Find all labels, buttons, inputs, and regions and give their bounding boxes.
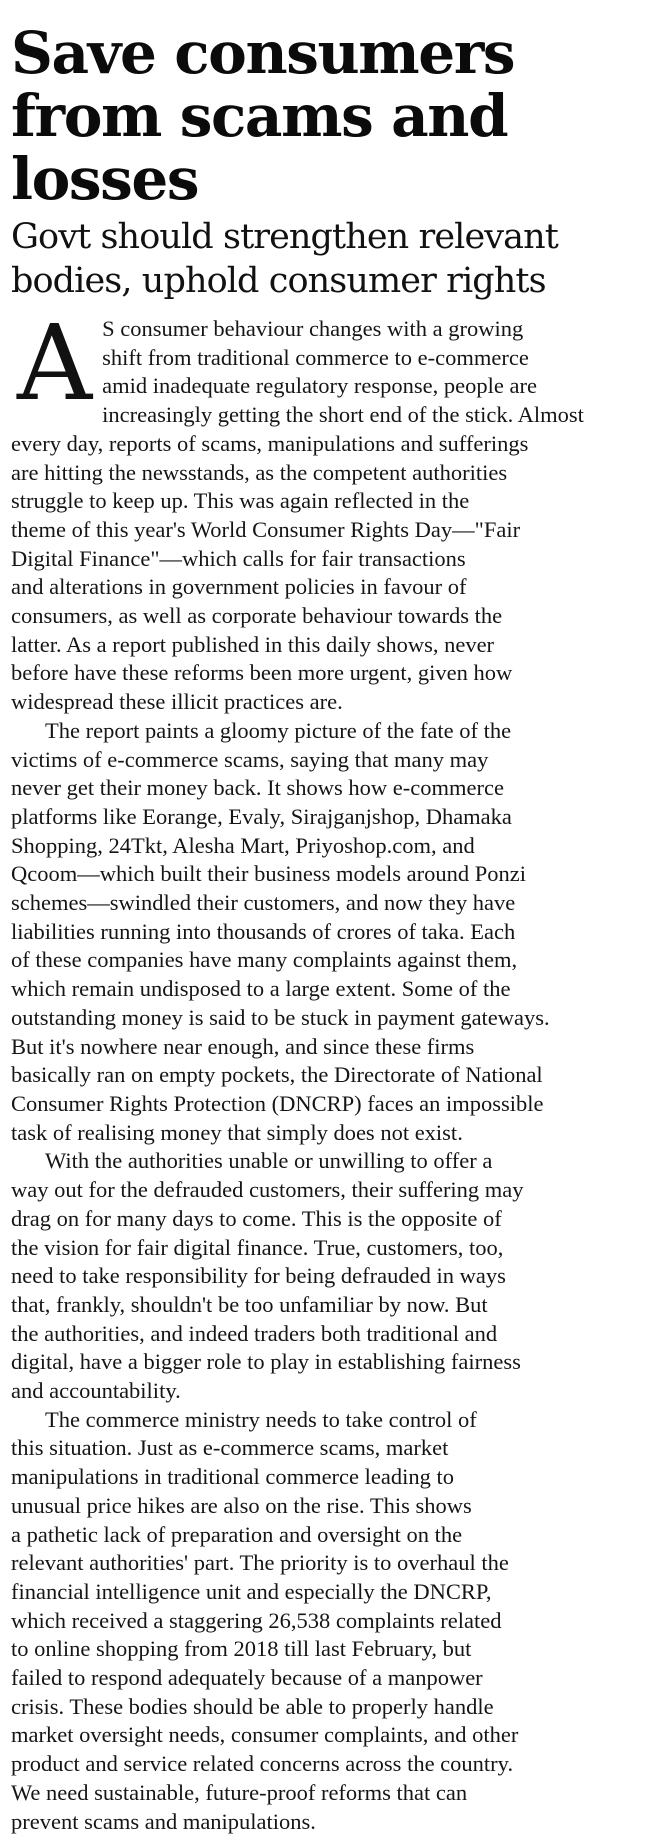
subheadline-line: Govt should strengthen relevant [11,217,558,257]
text-line: basically ran on empty pockets, the Directorate of National [11,1062,543,1088]
text-line: unusual price hikes are also on the rise. This shows [11,1492,472,1518]
text-line: Digital Finance"—which calls for fair transactions [11,545,466,571]
text-line: schemes—swindled their customers, and now they have [11,890,516,916]
text-line: which remain undisposed to a large extent. Some of the [11,976,511,1002]
text-line: task of realising money that simply does not exist. [11,1119,463,1145]
text-line: Qcoom—which built their business models around Ponzi [11,861,526,887]
text-line: victims of e-commerce scams, saying that many may [11,746,489,772]
text-line: platforms like Eorange, Evaly, Sirajganjshop, Dhamaka [11,803,512,829]
text-line: manipulations in traditional commerce leading to [11,1464,455,1490]
headline-line: from scams and [11,82,508,150]
text-line: shift from traditional commerce to e-commerce [102,344,529,370]
text-line: and accountability. [11,1378,181,1404]
subheadline-line: bodies, uphold consumer rights [11,261,546,301]
text-line: never get their money back. It shows how e-commerce [11,775,504,801]
text-line: amid inadequate regulatory response, people are [102,373,537,399]
text-line: need to take responsibility for being defrauded in ways [11,1263,506,1289]
headline-line: Save consumers [11,19,515,87]
text-line: prevent scams and manipulations. [11,1808,316,1834]
text-line: financial intelligence unit and especially the DNCRP, [11,1578,492,1604]
text-line: consumers, as well as corporate behaviour towards the [11,603,503,629]
text-line: crisis. These bodies should be able to properly handle [11,1693,494,1719]
text-line: which received a staggering 26,538 complaints related [11,1607,502,1633]
text-line: are hitting the newsstands, as the competent authorities [11,459,508,485]
text-line: latter. As a report published in this daily shows, never [11,631,495,657]
text-line: We need sustainable, future-proof reforms that can [11,1779,468,1805]
text-line: failed to respond adequately because of a manpower [11,1665,483,1691]
text-line: that, frankly, shouldn't be too unfamiliar by now. But [11,1291,488,1317]
headline [11,0,638,211]
text-line: The commerce ministry needs to take control of [45,1406,477,1432]
subheadline [11,215,638,303]
text-line: widespread these illicit practices are. [11,689,343,715]
text-line: Consumer Rights Protection (DNCRP) faces an impossible [11,1090,544,1116]
text-line: S consumer behaviour changes with a growing [102,316,524,341]
text-line: outstanding money is said to be stuck in payment gateways. [11,1004,550,1030]
text-line: Shopping, 24Tkt, Alesha Mart, Priyoshop.com, and [11,832,475,858]
text-line: of these companies have many complaints against them, [11,947,518,973]
text-line: relevant authorities' part. The priority is to overhaul the [11,1550,509,1576]
text-line: and alterations in government policies in favour of [11,574,467,600]
text-line: the authorities, and indeed traders both traditional and [11,1320,498,1346]
headline-line: losses [11,145,199,213]
text-line: With the authorities unable or unwilling to offer a [45,1148,493,1174]
text-line: product and service related concerns across the country. [11,1751,514,1777]
text-line: liabilities running into thousands of crores of taka. Each [11,918,516,944]
paragraph-3 [11,1147,638,1405]
text-line: this situation. Just as e-commerce scams, market [11,1435,449,1461]
text-line: But it's nowhere near enough, and since these firms [11,1033,475,1059]
drop-cap: A [17,302,93,424]
text-line: digital, have a bigger role to play in establishing fairness [11,1349,521,1375]
text-line: before have these reforms been more urgent, given how [11,660,513,686]
text-line: The report paints a gloomy picture of the fate of the [45,717,512,743]
text-line: to online shopping from 2018 till last February, but [11,1636,472,1662]
text-line: increasingly getting the short end of the stick. Almost [102,402,584,428]
paragraph-2 [11,717,638,1148]
text-line: theme of this year's World Consumer Rights Day—"Fair [11,516,521,542]
article-body [11,302,638,1836]
paragraph-4 [11,1406,638,1836]
text-line: market oversight needs, consumer complaints, and other [11,1722,519,1748]
text-line: a pathetic lack of preparation and oversight on the [11,1521,463,1547]
text-line: way out for the defrauded customers, their suffering may [11,1177,524,1203]
text-line: struggle to keep up. This was again reflected in the [11,488,470,514]
text-line: every day, reports of scams, manipulations and sufferings [11,430,529,456]
text-line: the vision for fair digital finance. True, customers, too, [11,1234,504,1260]
text-line: drag on for many days to come. This is the opposite of [11,1205,502,1231]
paragraph-1 [11,302,638,717]
